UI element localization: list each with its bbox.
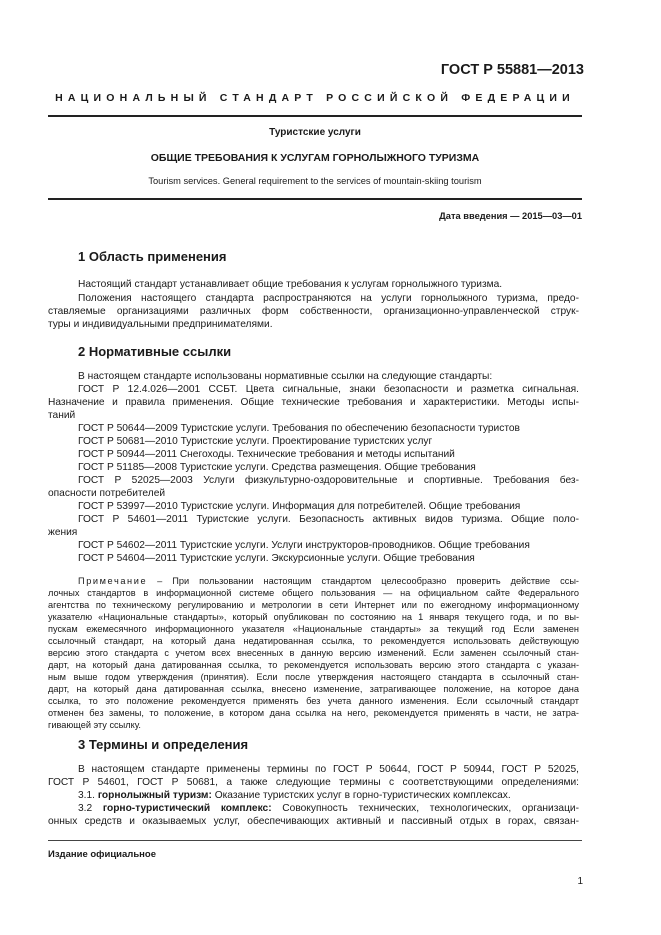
note-line: гивающей эту ссылку.: [48, 720, 141, 730]
reference-line: таний: [48, 410, 76, 421]
paragraph-line: ГОСТ Р 54601, ГОСТ Р 50681, а также следующие термины с соответствующими определениями:: [48, 777, 579, 788]
reference-line: ГОСТ Р 50681—2010 Туристские услуги. Проектирование туристских услуг: [78, 436, 433, 447]
note-text: – При пользовании настоящим стандартом целесообразно проверить действие ссы-: [147, 576, 579, 586]
term-text: Оказание туристских услуг в горно-туристических комплексах.: [211, 790, 511, 801]
note-line: ным выше годом утверждения (принятия). Если после утверждения настоящего стандарта в ссылочный стан-: [48, 672, 579, 682]
page-number: 1: [577, 876, 583, 887]
paragraph-line: Настоящий стандарт устанавливает общие требования к услугам горнолыжного туризма.: [78, 279, 503, 290]
reference-line: ГОСТ Р 53997—2010 Туристские услуги. Информация для потребителей. Общие требования: [78, 501, 521, 512]
reference-line: ГОСТ Р 54602—2011 Туристские услуги. Услуги инструкторов-проводников. Общие требования: [78, 540, 530, 551]
term-definition: [48, 802, 579, 815]
note-line: отменен без замены, то положение, в котором дана ссылка на него, рекомендуется применять в части, не затра-: [48, 708, 579, 718]
term-name: горнолыжный туризм:: [97, 790, 212, 801]
reference-line: ГОСТ Р 51185—2008 Туристские услуги. Средства размещения. Общие требования: [78, 462, 476, 473]
introduction-date: Дата введения — 2015—03—01: [439, 211, 582, 221]
reference-line: Назначение и правила применения. Общие технические требования и характеристики. Методы испы-: [48, 397, 579, 408]
footer-divider: [48, 840, 582, 841]
section-heading: 2 Нормативные ссылки: [78, 344, 232, 359]
term-number: 3.2: [78, 803, 103, 814]
document-title-english: Tourism services. General requirement to the services of mountain-skiing tourism: [148, 176, 482, 186]
note-line: дарт, на который дана датированная ссылка, то рекомендуется использовать версию этого стандарта с указан-: [48, 660, 579, 670]
gost-number: ГОСТ Р 55881—2013: [440, 62, 584, 78]
reference-line: ГОСТ Р 50644—2009 Туристские услуги. Требования по обеспечению безопасности туристов: [78, 423, 520, 434]
term-name: горно-туристический комплекс:: [102, 803, 272, 814]
paragraph-line: онных средств и оказываемых услуг, обеспечивающих активный и пассивный отдых в горах, связан-: [48, 816, 579, 827]
reference-line: ГОСТ Р 52025—2003 Услуги физкультурно-оздоровительные и спортивные. Требования без-: [78, 475, 579, 486]
note-first-line: [48, 576, 579, 588]
edition-label: Издание официальное: [48, 849, 156, 860]
reference-line: ГОСТ Р 54601—2011 Туристские услуги. Безопасность активных видов туризма. Общие поло-: [78, 514, 579, 525]
term-text: Совокупность технических, технологических, организаци-: [271, 803, 579, 814]
term-number: 3.1.: [78, 790, 98, 801]
section-heading: 3 Термины и определения: [78, 737, 249, 752]
reference-line: ГОСТ Р 54604—2011 Туристские услуги. Экскурсионные услуги. Общие требования: [78, 553, 475, 564]
note-line: агентства по техническому регулированию и метрологии в сети Интернет или по ежегодному информационному: [48, 600, 579, 610]
paragraph-line: В настоящем стандарте использованы нормативные ссылки на следующие стандарты:: [78, 371, 493, 382]
header-divider: [48, 198, 582, 200]
document-subject: Туристские услуги: [269, 127, 361, 138]
term-definition: [48, 789, 579, 802]
paragraph-line: туры и индивидуальными предпринимателями.: [48, 319, 273, 330]
reference-line: ГОСТ Р 12.4.026—2001 ССБТ. Цвета сигнальные, знаки безопасности и разметка сигнальная.: [78, 384, 579, 395]
reference-line: ГОСТ Р 50944—2011 Снегоходы. Технические требования и методы испытаний: [78, 449, 455, 460]
reference-line: жения: [48, 527, 78, 538]
note-line: лочных стандартов в информационной системе общего пользования — на официальном сайте Федерального: [48, 588, 579, 598]
note-line: ссылочный стандарт, на который дана недатированная ссылка, то рекомендуется использовать действующую: [48, 636, 579, 646]
section-heading: 1 Область применения: [78, 249, 227, 264]
document-title: ОБЩИЕ ТРЕБОВАНИЯ К УСЛУГАМ ГОРНОЛЫЖНОГО ТУРИЗМА: [150, 152, 480, 164]
note-line: пускам ежемесячного информационного указателя «Национальные стандарты» за текущий год Если заменен: [48, 624, 579, 634]
paragraph-line: ставляемые организациями различных форм собственности, организационно-управленческой струк-: [48, 306, 579, 317]
paragraph-line: В настоящем стандарте применены термины по ГОСТ Р 50644, ГОСТ Р 50944, ГОСТ Р 52025,: [78, 764, 579, 775]
paragraph-line: Положения настоящего стандарта распространяются на услуги горнолыжного туризма, предо-: [78, 293, 579, 304]
note-label: Примечание: [78, 576, 148, 586]
note-line: указателю «Национальные стандарты», который опубликован по состоянию на 1 января текущего года, и по вы-: [48, 612, 579, 622]
reference-line: опасности потребителей: [48, 488, 166, 499]
top-divider: [48, 115, 582, 117]
national-standard-banner: НАЦИОНАЛЬНЫЙ СТАНДАРТ РОССИЙСКОЙ ФЕДЕРАЦИИ: [55, 92, 575, 104]
note-line: ссылка, то это положение рекомендуется применять без учета данного изменения. Если ссылочный стандарт: [48, 696, 579, 706]
note-line: версию этого стандарта с учетом всех внесенных в данную версию изменений. Если заменен ссылочный стан-: [48, 648, 579, 658]
note-line: дарт, на который дана датированная ссылка, внесено изменение, затрагивающее положение, на которое дана: [48, 684, 579, 694]
